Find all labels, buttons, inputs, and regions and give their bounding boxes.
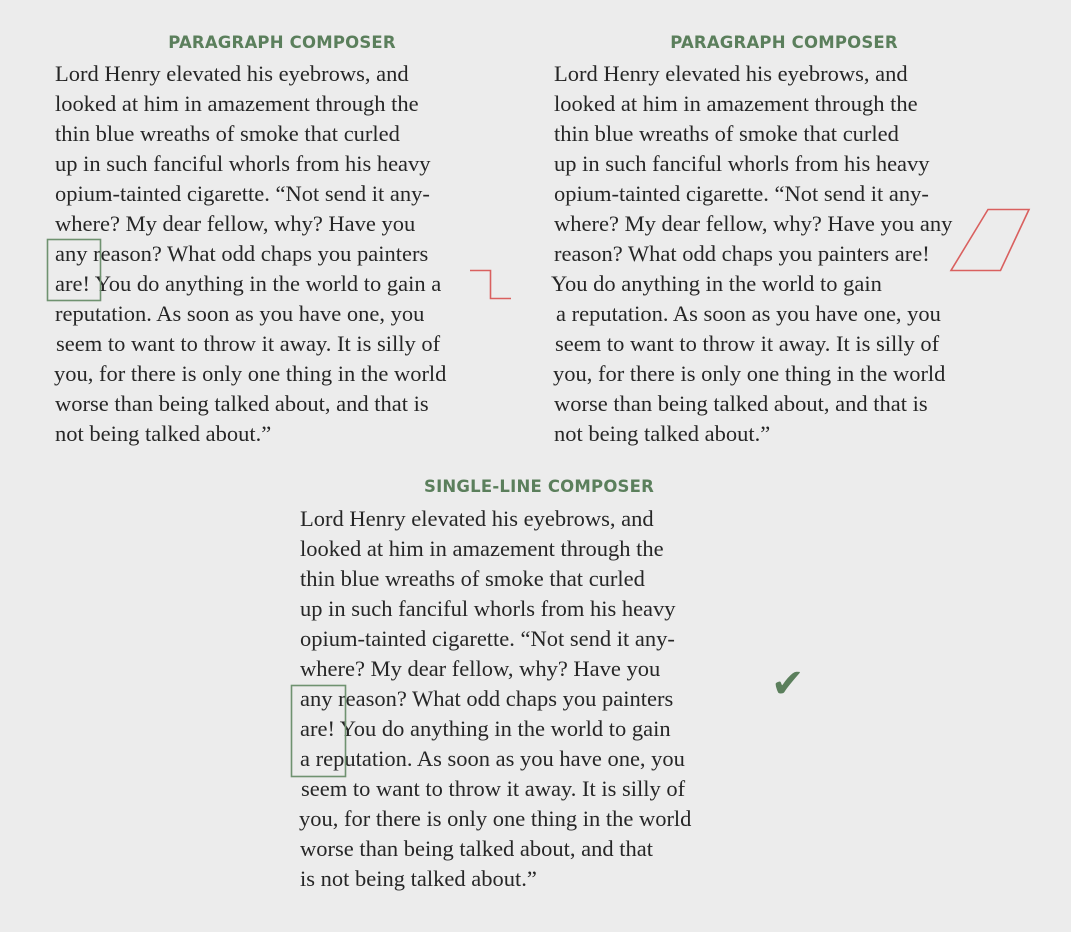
text-line: worse than being talked about, and that [300,836,654,861]
text-line: Lord Henry elevated his eyebrows, and [300,506,654,531]
text-line: up in such fanciful whorls from his heavy [300,596,676,621]
checkmark-icon: ✔ [771,661,805,707]
text-line: opium-tainted cigarette. “Not send it any- [554,181,929,206]
text-line: worse than being talked about, and that is [554,391,928,416]
text-line: Lord Henry elevated his eyebrows, and [554,61,908,86]
text-line: looked at him in amazement through the [554,91,918,116]
text-line: you, for there is only one thing in the world [54,361,447,386]
text-line: any reason? What odd chaps you painters [300,686,674,711]
heading-left: PARAGRAPH COMPOSER [168,33,396,52]
text-line: Lord Henry elevated his eyebrows, and [55,61,409,86]
text-line: worse than being talked about, and that is [55,391,429,416]
heading-right: PARAGRAPH COMPOSER [670,33,898,52]
text-line: is not being talked about.” [300,866,537,891]
text-line: reason? What odd chaps you painters are! [554,241,930,266]
heading-center: SINGLE-LINE COMPOSER [423,477,655,496]
text-line: a reputation. As soon as you have one, you [300,746,685,771]
text-line: not being talked about.” [55,421,272,446]
text-line: looked at him in amazement through the [55,91,419,116]
text-line: opium-tainted cigarette. “Not send it any- [55,181,430,206]
text-line: looked at him in amazement through the [300,536,664,561]
bracket-mark-a-left [470,271,511,299]
highlight-box-any-are-right [951,210,1029,271]
text-line: you, for there is only one thing in the world [299,806,692,831]
text-line: where? My dear fellow, why? Have you [55,211,416,236]
text-line: any reason? What odd chaps you painters [55,241,429,266]
text-line: seem to want to throw it away. It is silly of [301,776,686,801]
text-line: thin blue wreaths of smoke that curled [55,121,400,146]
text-line: not being talked about.” [554,421,771,446]
text-line: are! You do anything in the world to gain a [55,271,442,296]
text-line: thin blue wreaths of smoke that curled [300,566,645,591]
text-line: a reputation. As soon as you have one, you [556,301,941,326]
text-line: up in such fanciful whorls from his heavy [55,151,431,176]
text-line: are! You do anything in the world to gain [300,716,671,741]
text-line: up in such fanciful whorls from his heavy [554,151,930,176]
text-line: thin blue wreaths of smoke that curled [554,121,899,146]
text-line: where? My dear fellow, why? Have you any [554,211,953,236]
text-line: opium-tainted cigarette. “Not send it any- [300,626,675,651]
text-line: seem to want to throw it away. It is silly of [555,331,940,356]
text-line: you, for there is only one thing in the world [553,361,946,386]
text-line: seem to want to throw it away. It is silly of [56,331,441,356]
text-line: reputation. As soon as you have one, you [55,301,425,326]
text-line: You do anything in the world to gain [551,271,882,296]
text-line: where? My dear fellow, why? Have you [300,656,661,681]
